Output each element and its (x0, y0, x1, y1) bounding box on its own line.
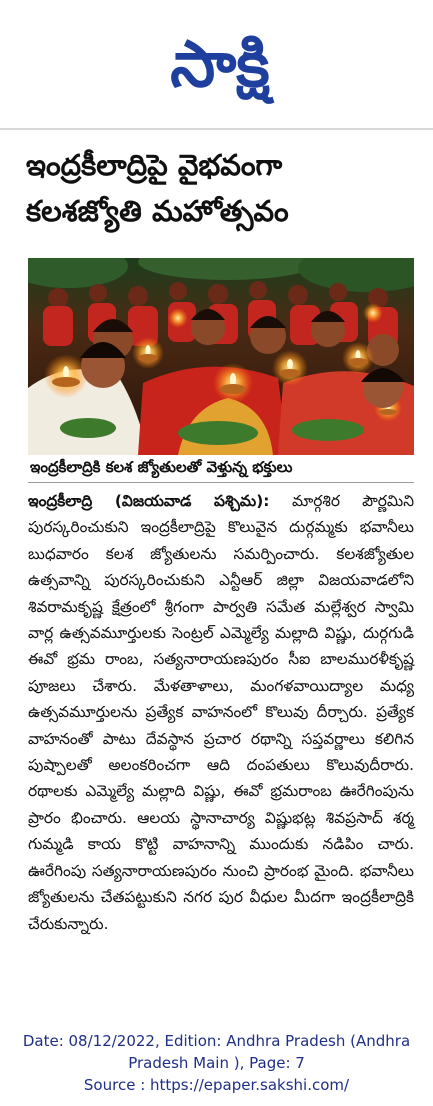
source-link[interactable]: Source : https://epaper.sakshi.com/ (83, 1076, 350, 1094)
headline-line-2: కలశజ్యోతి మహోత్సవం (26, 194, 289, 228)
photo-caption: ఇంద్రకీలాద్రికి కలశ జ్యోతులతో వెళ్తున్న భక్తులు (30, 458, 293, 476)
masthead (0, 0, 433, 130)
page-footer (0, 1030, 433, 1096)
article-body (28, 488, 414, 937)
article-headline (26, 142, 420, 234)
article-dateline: ఇంద్రకీలాద్రి (విజయవాడ పశ్చిమ): (28, 492, 293, 510)
edition-info: Date: 08/12/2022, Edition: Andhra Pradesh (Andhra Pradesh Main ), Page: 7 (22, 1032, 411, 1072)
photo-caption-bar (28, 456, 414, 483)
headline-line-1: ఇంద్రకీలాద్రిపై వైభవంగా (26, 148, 283, 182)
article-text: మార్గశిర పౌర్ణమిని పురస్కరించుకుని ఇంద్రకీలాద్రిపై కొలువైన దుర్గమ్మకు భవానీలు బుధవారం కలశ జ్యోతులను సమర్పించారు. కలశజ్యోతుల ఉత్సవాన్ని పురస్కరించుకుని ఎన్టీఆర్‌ జిల్లా విజయవాడలోని శివరామకృష్ణ క్షేత్రంలో శ్రీగంగా పార్వతి సమేత మల్లేశ్వర స్వామి వార్ల ఉత్సవమూర్తులకు సెంట్రల్‌ ఎమ్మెల్యే మల్లాది విష్ణు, దుర్గగుడి ఈవో భ్రమ రాంబ, సత్యనారాయణపురం సీఐ బాలమురళీకృష్ణ పూజలు చేశారు. మేళతాళాలు, మంగళవాయిద్యాల మధ్య ఉత్సవమూర్తులను ప్రత్యేక వాహనంలో కొలువు దీర్చారు. ప్రత్యేక వాహనంతో పాటు దేవస్థాన ప్రచార రథాన్ని సప్తవర్ణాలు కలిగిన పుష్పాలతో అలంకరించగా ఆది దంపతులు కొలువుదీరారు. రథాలకు ఎమ్మెల్యే మల్లాది విష్ణు, ఈవో భ్రమరాంబ ఊరేగింపును ప్రారం భించారు. ఆలయ స్థానాచార్య విష్ణుభట్ల శివప్రసాద్‌ శర్మ గుమ్మడి కాయ కొట్టి వాహనాన్ని ముందుకు నడిపిం చారు. ఊరేగింపు సత్యనారాయణపురం నుంచి ప్రారంభ మైంది. భవానీలు జ్యోతులను చేతపట్టుకుని నగర పుర వీధుల మీదగా ఇంద్రకీలాద్రికి చేరుకున్నారు. (28, 492, 415, 933)
masthead-divider (0, 128, 433, 130)
newspaper-logo: సాక్షి (170, 28, 270, 102)
article-photo (28, 258, 414, 455)
devotees-with-lamps-image (28, 258, 414, 455)
